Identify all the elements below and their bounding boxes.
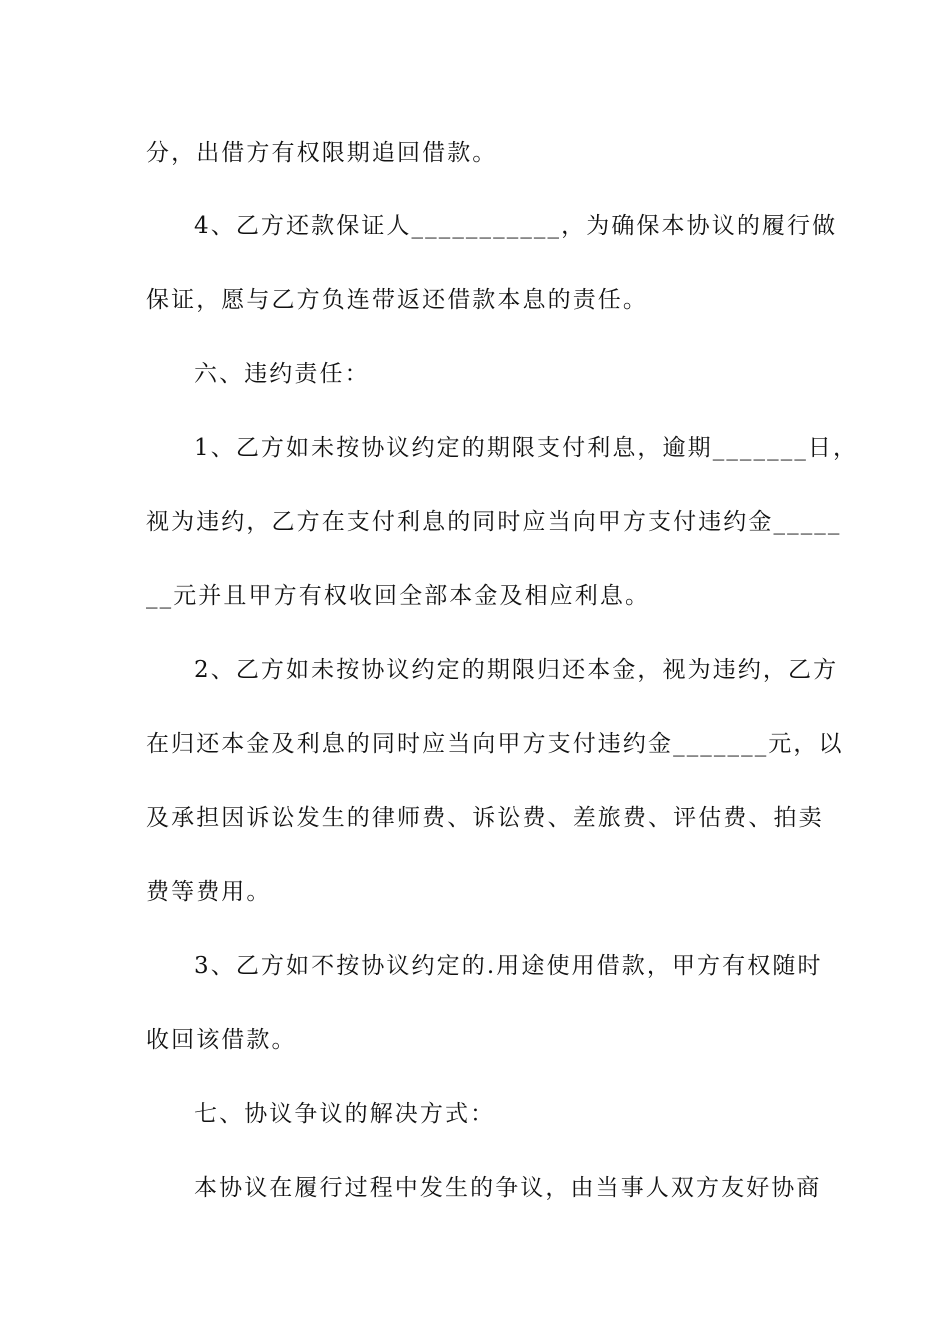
text-line: 分，出借方有权限期追回借款。	[146, 140, 498, 166]
text-line: 2、乙方如未按协议约定的期限归还本金，视为违约，乙方	[194, 657, 839, 683]
text-line: 收回该借款。	[146, 1027, 297, 1053]
text-line: 本协议在履行过程中发生的争议，由当事人双方友好协商	[194, 1175, 822, 1201]
text-line: 费等费用。	[146, 879, 272, 905]
text-line: 4、乙方还款保证人___________，为确保本协议的履行做	[194, 213, 838, 239]
text-line: 3、乙方如不按协议约定的.用途使用借款，甲方有权随时	[194, 953, 823, 979]
text-line: 及承担因诉讼发生的律师费、诉讼费、差旅费、评估费、拍卖	[146, 805, 824, 831]
text-line: __元并且甲方有权收回全部本金及相应利息。	[146, 583, 651, 609]
text-line: 视为违约，乙方在支付利息的同时应当向甲方支付违约金_____	[146, 509, 842, 535]
text-line: 保证，愿与乙方负连带返还借款本息的责任。	[146, 287, 648, 313]
text-line: 1、乙方如未按协议约定的期限支付利息，逾期_______日，	[194, 435, 859, 461]
text-line: 在归还本金及利息的同时应当向甲方支付违约金_______元，以	[146, 731, 844, 757]
section-heading: 六、违约责任：	[194, 361, 370, 387]
section-heading: 七、协议争议的解决方式：	[194, 1101, 496, 1127]
